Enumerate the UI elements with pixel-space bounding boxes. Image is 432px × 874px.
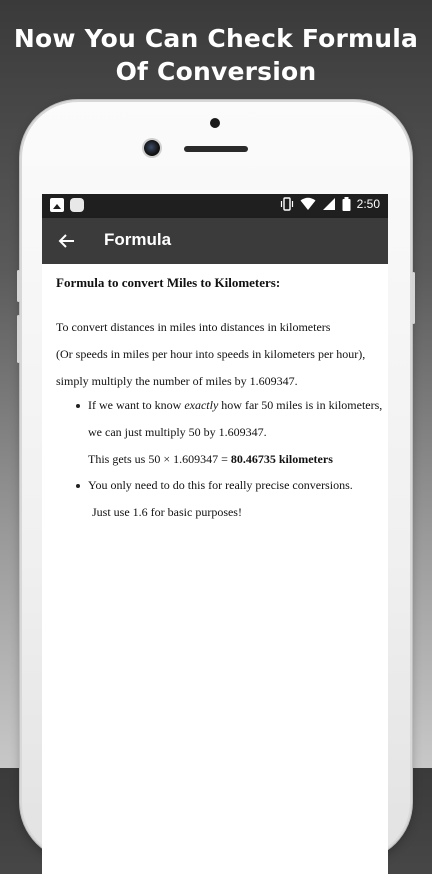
sensor-dot <box>210 118 220 128</box>
bullet-1-emphasis: exactly <box>184 398 219 412</box>
promo-headline <box>0 22 432 88</box>
bullet-1-post: how far 50 miles is in kilometers, <box>218 398 383 412</box>
phone-screen <box>42 194 388 874</box>
phone-side-button-left <box>17 270 20 302</box>
app-icon <box>70 198 84 212</box>
intro-line-2: (Or speeds in miles per hour into speeds in kilometers per hour), <box>56 347 366 361</box>
bullet-1-line-1 <box>88 398 382 413</box>
wifi-icon <box>300 197 316 211</box>
promo-line-2: Of Conversion <box>115 57 317 86</box>
phone-volume-button <box>17 315 20 363</box>
bullet-dot-1 <box>76 404 80 408</box>
status-time: 2:50 <box>356 197 380 211</box>
bullet-1-pre: If we want to know <box>88 398 185 412</box>
bullet-2-line-1: You only need to do this for really precise conversions. <box>88 478 353 492</box>
bullet-2-line-2: Just use 1.6 for basic purposes! <box>92 505 242 519</box>
image-icon <box>50 198 64 212</box>
bullet-1-line-3 <box>88 452 333 467</box>
phone-power-button <box>412 272 415 324</box>
phone-frame <box>20 100 412 860</box>
vibrate-icon <box>280 197 294 211</box>
page-title: Formula <box>104 230 172 249</box>
formula-heading: Formula to convert Miles to Kilometers: <box>56 275 281 290</box>
promo-line-1: Now You Can Check Formula <box>13 24 419 53</box>
app-bar <box>42 218 388 264</box>
bullet-1-result-pre: This gets us 50 × 1.609347 = <box>88 452 231 466</box>
signal-icon <box>322 197 336 211</box>
bullet-dot-2 <box>76 484 80 488</box>
bullet-1-line-2: we can just multiply 50 by 1.609347. <box>88 425 267 439</box>
bullet-1-result-value: 80.46735 kilometers <box>230 452 333 466</box>
status-bar <box>42 194 388 218</box>
intro-line-3: simply multiply the number of miles by 1.609347. <box>56 374 298 388</box>
intro-line-1: To convert distances in miles into distances in kilometers <box>56 320 331 334</box>
arrow-back-icon <box>57 231 77 251</box>
earpiece-speaker <box>184 146 248 152</box>
formula-content <box>42 264 388 874</box>
back-button[interactable] <box>54 228 80 254</box>
battery-icon <box>342 197 351 211</box>
front-camera-icon <box>144 140 160 156</box>
